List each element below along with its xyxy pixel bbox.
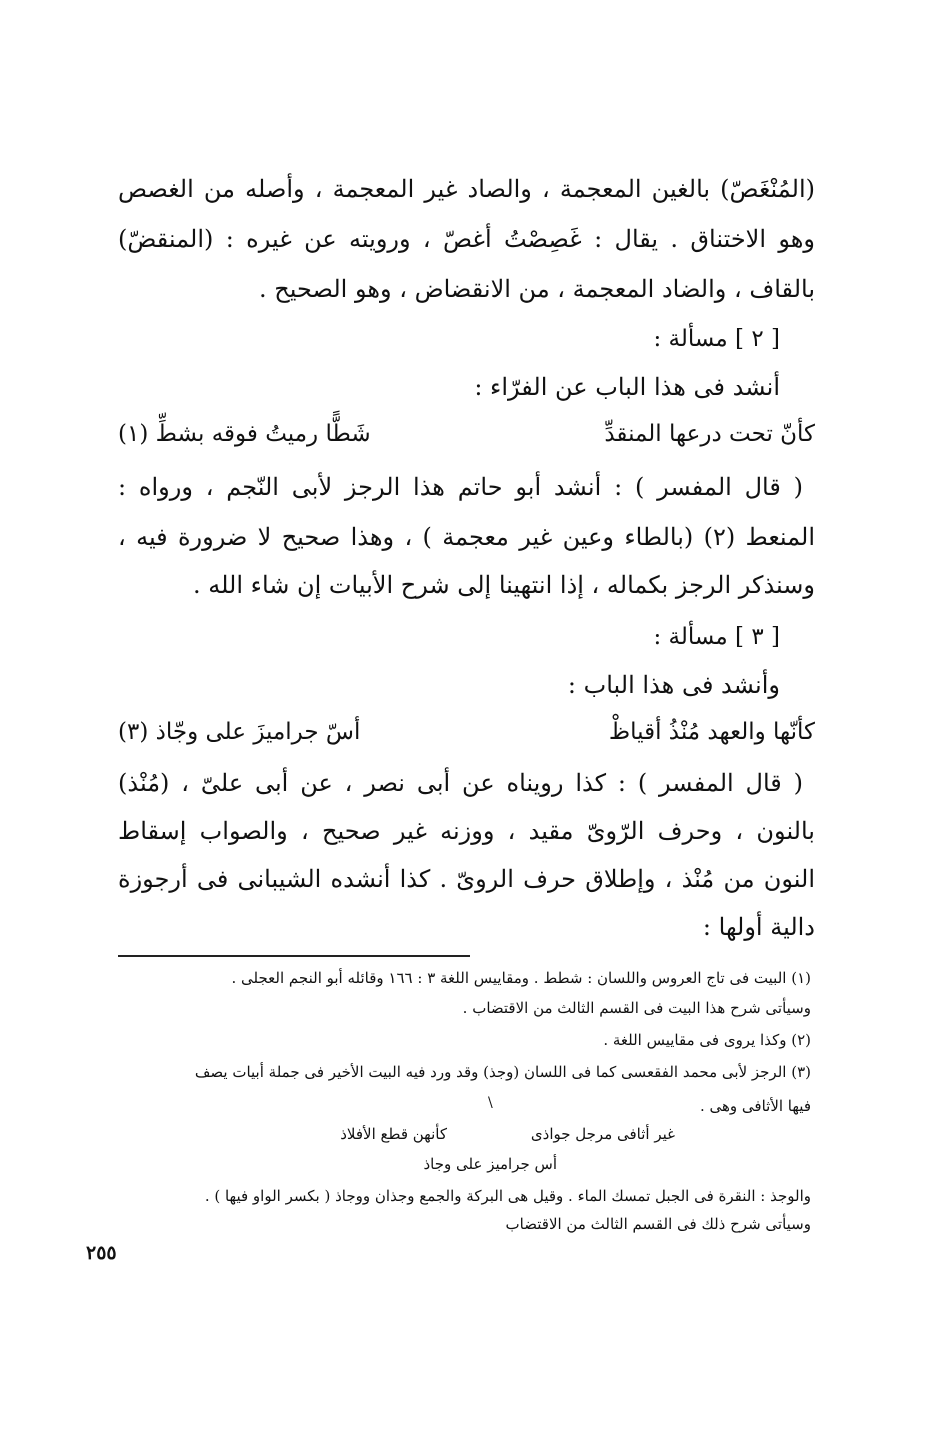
- issue-3-verse: [118, 714, 815, 750]
- issue-2-verse-hemistich-1: كأنّ تحت درعها المنقدِّ: [604, 421, 815, 447]
- footnote-1-line-2: وسيأتى شرح هذا البيت فى القسم الثالث من الاقتضاب .: [462, 999, 811, 1017]
- issue-3-comment-line-1: ( قال المفسر ) : كذا رويناه عن أبى نصر ، عن أبى علىّ ، (مُنْذ): [118, 769, 803, 797]
- issue-3-heading: [ ٣ ] مسألة :: [653, 624, 780, 650]
- issue-3-verse-hemistich-2: أسّ جراميزَ على وجّاذ (٣): [118, 719, 361, 745]
- issue-3-verse-hemistich-1: كأنّها والعهد مُنْذُ أقياظْ: [608, 719, 815, 745]
- footnote-3-line-1: (٣) الرجز لأبى محمد الفقعسى كما فى اللسان (وجذ) وقد ورد فيه البيت الأخير فى جملة أبيات يصف: [194, 1063, 811, 1081]
- page-number: ٢٥٥: [86, 1242, 117, 1264]
- issue-2-comment-line-1: ( قال المفسر ) : أنشد أبو حاتم هذا الرجز لأبى النّجم ، ورواه :: [118, 473, 803, 501]
- tick-mark: \: [488, 1095, 493, 1111]
- footnote-2: (٢) وكذا يروى فى مقاييس اللغة .: [603, 1031, 811, 1049]
- issue-2-verse-hemistich-2: شَطًّا رميتُ فوقه بشطِّ (١): [118, 421, 371, 447]
- paragraph-1-line-3: بالقاف ، والضاد المعجمة ، من الانقضاض ، وهو الصحيح .: [259, 275, 815, 303]
- issue-2-comment-line-2: المنعط (٢) (بالطاء وعين غير معجمة ) ، وهذا صحيح لا ضرورة فيه ،: [118, 523, 816, 551]
- issue-3-comment-line-3: النون من مُنْذ ، وإطلاق حرف الروىّ . كذا أنشده الشيبانى فى أرجوزة: [118, 865, 815, 893]
- issue-3-intro: وأنشد فى هذا الباب :: [567, 671, 780, 699]
- issue-2-intro: أنشد فى هذا الباب عن الفرّاء :: [474, 373, 780, 401]
- footnote-3-line-4: وسيأتى شرح ذلك فى القسم الثالث من الاقتضاب: [505, 1215, 811, 1233]
- footnote-3-line-2: فيها الأثافى وهى .: [699, 1097, 811, 1115]
- footnote-1-line-1: (١) البيت فى تاج العروس واللسان : شطط . ومقاييس اللغة ٣ : ١٦٦ وقائله أبو النجم العجلى .: [231, 969, 811, 987]
- issue-3-comment-line-2: بالنون ، وحرف الرّوىّ مقيد ، ووزنه غير صحيح ، والصواب إسقاط: [118, 817, 815, 845]
- footnote-separator: [118, 955, 470, 957]
- paragraph-1-line-1: (المُنْغَصّ) بالغين المعجمة ، والصاد غير المعجمة ، وأصله من الغصص: [118, 175, 815, 203]
- issue-2-comment-line-3: وسنذكر الرجز بكماله ، إذا انتهينا إلى شرح الأبيات إن شاء الله .: [192, 571, 815, 599]
- footnote-3-line-3: والوجذ : النقرة فى الجبل تمسك الماء . وقيل هى البركة والجمع وجذان ووجاذ ( بكسر الواو فيها ) .: [204, 1187, 811, 1205]
- issue-2-verse: [118, 416, 815, 452]
- paragraph-1-line-2: وهو الاختناق . يقال : غَصِصْتُ أغصّ ، ورويته عن غيره : (المنقضّ): [118, 225, 815, 253]
- issue-2-heading: [ ٢ ] مسألة :: [653, 326, 780, 352]
- footnote-3-verse-2: أس جراميز على وجاذ: [423, 1155, 557, 1173]
- footnote-3-verse-1-part-a: غير أثافى مرجل جواذى: [530, 1125, 675, 1143]
- issue-3-comment-line-4: دالية أولها :: [702, 913, 815, 941]
- footnote-3-verse-1-part-b: كأنهن قطع الأفلاذ: [340, 1125, 447, 1143]
